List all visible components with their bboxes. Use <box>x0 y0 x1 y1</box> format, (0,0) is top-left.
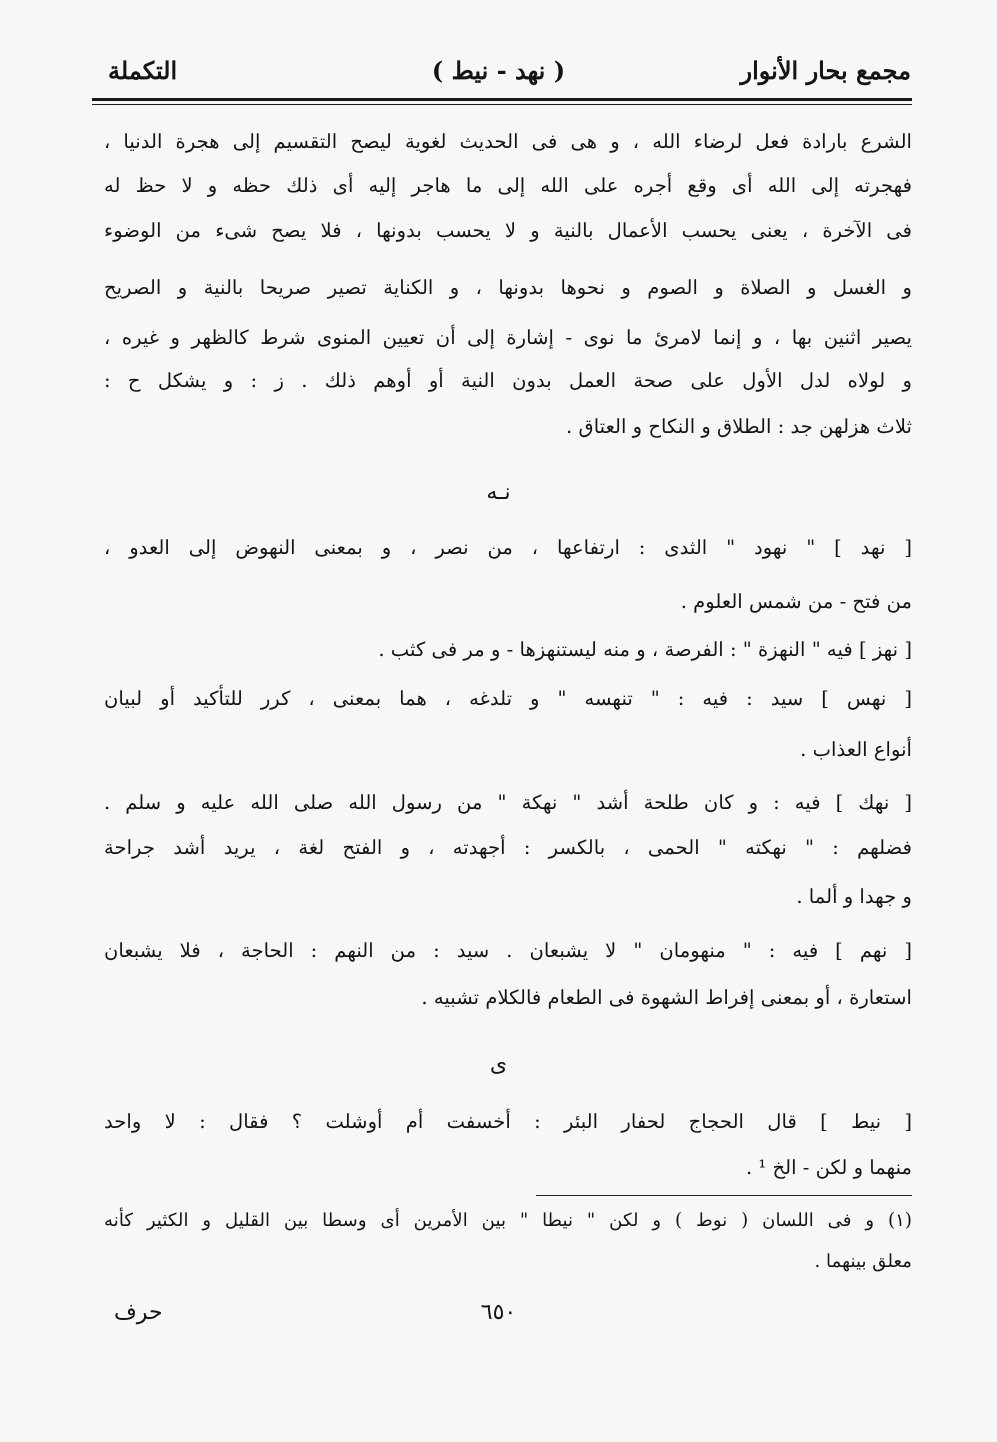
header-rule-thick <box>92 98 912 101</box>
section-heading-nh: نـه <box>486 480 511 505</box>
entry-line: [ نهس ] سيد : فيه : " تنهسه " و تلدغه ، هما بمعنى ، كرر للتأكيد أو لبيان <box>104 687 912 710</box>
page-number: ٦٥٠ <box>480 1300 517 1325</box>
footnote-rule <box>536 1195 912 1196</box>
body-line: الشرع بارادة فعل لرضاء الله ، و هى فى الحديث لغوية ليصح التقسيم إلى هجرة الدنيا ، <box>104 130 912 153</box>
entry-line: [ نهك ] فيه : و كان طلحة أشد " نهكة " من رسول الله صلى الله عليه و سلم . <box>104 791 912 814</box>
entry-line: [ نهز ] فيه " النهزة " : الفرصة ، و منه ليستنهزها - و مر فى كثب . <box>378 638 912 661</box>
entry-line: [ نيط ] قال الحجاج لحفار البئر : أخسفت أم أوشلت ؟ فقال : لا واحد <box>104 1110 912 1133</box>
entry-line: أنواع العذاب . <box>800 738 912 761</box>
entry-line: و جهدا و ألما . <box>796 885 912 908</box>
body-line: فهجرته إلى الله أى وقع أجره على الله إلى ما هاجر إليه أى ذلك حظه و لا حظ له <box>104 174 912 197</box>
section-heading-ny: ى <box>489 1052 508 1077</box>
footnote-line: معلق بينهما . <box>814 1251 912 1272</box>
body-line: ثلاث هزلهن جد : الطلاق و النكاح و العتاق . <box>566 415 912 438</box>
running-title: مجمع بحار الأنوار <box>740 56 911 85</box>
footnote-line: (١) و فى اللسان ( نوط ) و لكن " نيطا " بين الأمرين أى وسطا بين القليل و الكثير كأنه <box>104 1210 912 1231</box>
catchword: حرف <box>114 1300 163 1325</box>
section-label: التكملة <box>108 56 178 85</box>
entry-line: استعارة ، أو بمعنى إفراط الشهوة فى الطعام فالكلام تشبيه . <box>421 986 912 1009</box>
entry-line: [ نهد ] " نهود " الثدى : ارتفاعها ، من نصر ، و بمعنى النهوض إلى العدو ، <box>104 536 912 559</box>
body-line: و الغسل و الصلاة و الصوم و نحوها بدونها ، و الكناية تصير صريحا بالنية و الصريح <box>104 276 912 299</box>
body-line: فى الآخرة ، يعنى يحسب الأعمال بالنية و لا يحسب بدونها ، فلا يصح شىء من الوضوء <box>104 219 912 242</box>
body-line: يصير اثنين بها ، و إنما لامرئ ما نوى - إشارة إلى أن تعيين المنوى شرط كالظهر و غيره ، <box>104 326 912 349</box>
entry-line: من فتح - من شمس العلوم . <box>680 590 912 613</box>
header-rule-thin <box>92 104 912 105</box>
entry-range: ( نهد - نيط ) <box>431 56 566 85</box>
body-line: و لولاه لدل الأول على صحة العمل بدون النية أو أوهم ذلك . ز : و يشكل ح : <box>104 369 912 392</box>
entry-line: [ نهم ] فيه : " منهومان " لا يشبعان . سيد : من النهم : الحاجة ، فلا يشبعان <box>104 939 912 962</box>
entry-line: فضلهم : " نهكته " الحمى ، بالكسر : أجهدته ، و الفتح لغة ، يريد أشد جراحة <box>104 836 912 859</box>
entry-line: منهما و لكن - الخ ¹ . <box>745 1156 912 1179</box>
